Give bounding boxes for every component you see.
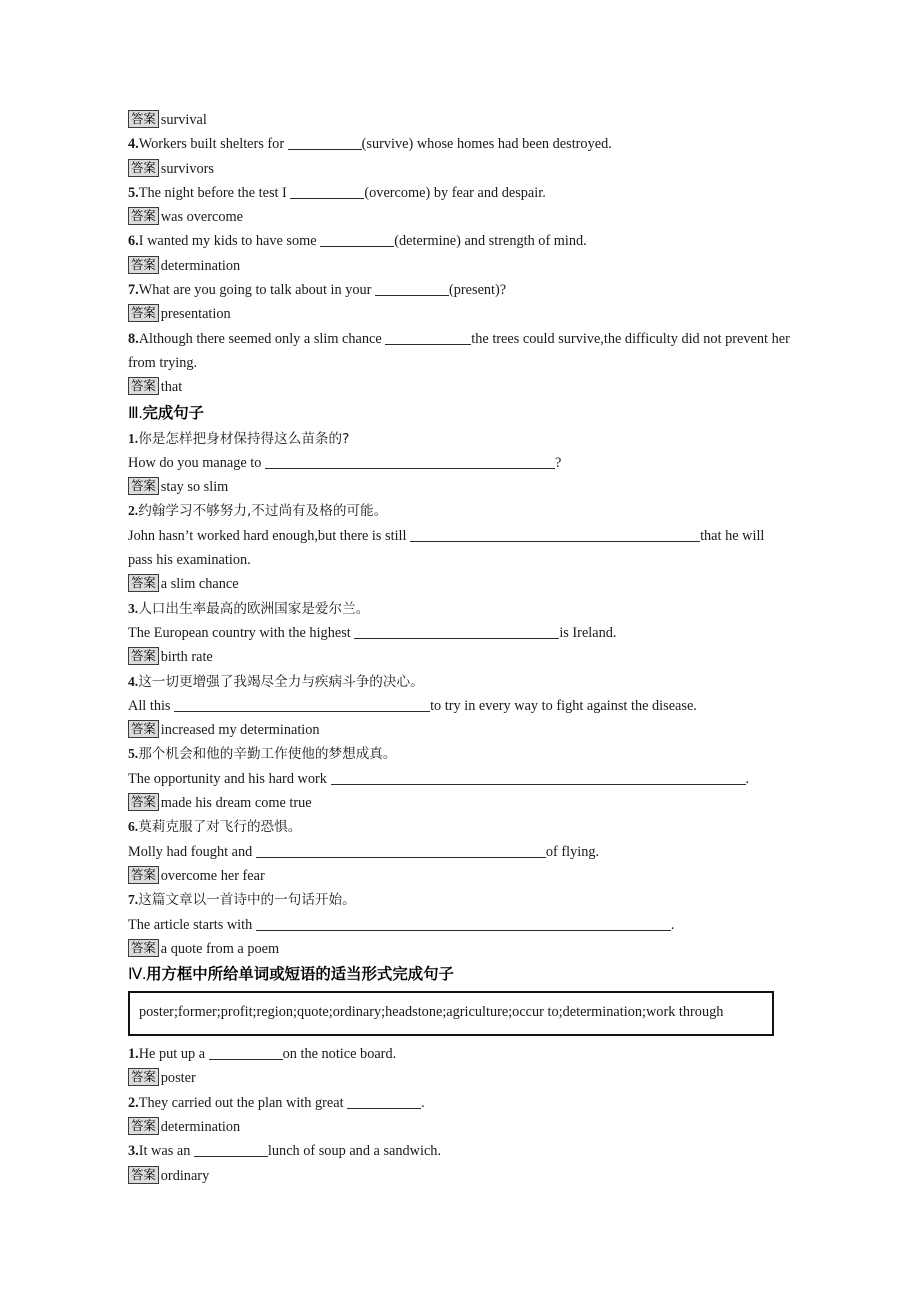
question-text-post: (survive) whose homes had been destroyed. (361, 136, 612, 153)
question-text-pre: John hasn’t worked hard enough,but there is still (128, 527, 411, 544)
answer-badge: 答案 (128, 1117, 159, 1135)
question-text-post: lunch of soup and a sandwich. (267, 1143, 442, 1160)
prompt-number: 4. (128, 673, 139, 689)
question-text-pre: It was an (138, 1143, 194, 1160)
answer-line (128, 572, 792, 596)
question-line (128, 278, 792, 302)
answer-badge: 答案 (128, 939, 159, 957)
prompt-number: 1. (128, 430, 139, 446)
chinese-prompt-text: 这篇文章以一首诗中的一句话开始。 (138, 892, 356, 909)
answer-text: presentation (160, 306, 231, 323)
question-text-post: the trees could survive,the difficulty did not prevent her from trying. (128, 330, 790, 371)
answer-line (128, 475, 792, 499)
question-text-pre: The night before the test I (138, 184, 291, 201)
question-line (128, 327, 792, 376)
question-text-pre: He put up a (138, 1046, 209, 1063)
answer-text: a slim chance (160, 576, 239, 593)
chinese-prompt-line (128, 815, 792, 839)
question-number: 8. (128, 330, 139, 347)
answer-blank[interactable] (288, 136, 362, 150)
question-number: 1. (128, 1046, 139, 1063)
answer-blank[interactable] (320, 233, 394, 247)
question-line (128, 229, 792, 253)
question-text-post: . (745, 770, 750, 787)
chinese-prompt-text: 人口出生率最高的欧洲国家是爱尔兰。 (138, 600, 370, 617)
answer-badge: 答案 (128, 477, 159, 495)
question-line (128, 1091, 792, 1115)
question-text-pre: Workers built shelters for (138, 136, 288, 153)
question-text-post: (overcome) by fear and despair. (364, 184, 546, 201)
prompt-number: 2. (128, 503, 139, 519)
answer-text: increased my determination (160, 722, 320, 739)
question-text-post: is Ireland. (559, 624, 617, 641)
worksheet-page (128, 108, 792, 1188)
question-text-pre: All this (128, 697, 175, 714)
section-roman-numeral: Ⅲ. (128, 404, 143, 422)
question-text-pre: I wanted my kids to have some (138, 233, 321, 250)
answer-line (128, 205, 792, 229)
answer-badge: 答案 (128, 256, 159, 274)
answer-badge: 答案 (128, 1166, 159, 1184)
answer-blank[interactable] (209, 1046, 283, 1060)
answer-blank[interactable] (174, 698, 430, 712)
chinese-prompt-line (128, 597, 792, 621)
answer-badge: 答案 (128, 866, 159, 884)
answer-badge: 答案 (128, 304, 159, 322)
answer-text: determination (160, 1118, 241, 1135)
question-line (128, 1042, 792, 1066)
answer-text: survival (160, 112, 207, 128)
answer-line (128, 791, 792, 815)
question-text-pre: What are you going to talk about in your (138, 282, 375, 299)
section-roman-numeral: Ⅳ. (128, 966, 147, 984)
answer-text: poster (160, 1070, 196, 1087)
prompt-number: 5. (128, 746, 139, 762)
question-text-post: to try in every way to fight against the disease. (430, 697, 697, 714)
question-text-pre: The article starts with (128, 916, 256, 933)
answer-line (128, 937, 792, 961)
answer-line (128, 864, 792, 888)
answer-badge: 答案 (128, 377, 159, 395)
answer-line (128, 1164, 792, 1188)
answer-badge: 答案 (128, 647, 159, 665)
chinese-prompt-text: 那个机会和他的辛勤工作使他的梦想成真。 (138, 746, 397, 763)
answer-text: ordinary (160, 1167, 210, 1184)
answer-blank[interactable] (256, 844, 546, 858)
answer-blank[interactable] (410, 528, 700, 542)
question-text-post: . (421, 1094, 425, 1111)
question-number: 4. (128, 136, 139, 153)
answer-line (128, 108, 792, 132)
answer-line (128, 1115, 792, 1139)
answer-badge: 答案 (128, 793, 159, 811)
question-line (128, 132, 792, 156)
chinese-prompt-line (128, 888, 792, 912)
prompt-number: 6. (128, 819, 139, 835)
answer-line (128, 645, 792, 669)
question-line (128, 694, 792, 718)
answer-blank[interactable] (194, 1143, 268, 1157)
question-text-post: ? (555, 454, 562, 471)
prompt-number: 7. (128, 892, 139, 908)
answer-badge: 答案 (128, 720, 159, 738)
section-heading (128, 401, 792, 426)
answer-text: that (160, 379, 183, 396)
question-number: 3. (128, 1143, 139, 1160)
answer-line (128, 375, 792, 399)
answer-badge: 答案 (128, 574, 159, 592)
answer-text: stay so slim (160, 479, 229, 496)
question-text-pre: They carried out the plan with great (138, 1094, 348, 1111)
question-line (128, 524, 792, 573)
answer-line (128, 718, 792, 742)
question-line (128, 621, 792, 645)
question-number: 5. (128, 184, 139, 201)
answer-blank[interactable] (265, 455, 555, 469)
question-text-pre: How do you manage to (128, 454, 265, 471)
question-line (128, 840, 792, 864)
chinese-prompt-text: 约翰学习不够努力,不过尚有及格的可能。 (138, 503, 388, 520)
answer-line (128, 302, 792, 326)
question-text-post: of flying. (545, 843, 600, 860)
chinese-prompt-line (128, 742, 792, 766)
answer-text: was overcome (160, 209, 243, 226)
question-line (128, 767, 792, 791)
answer-text: determination (160, 257, 241, 274)
chinese-prompt-text: 这一切更增强了我竭尽全力与疾病斗争的决心。 (138, 673, 424, 690)
question-number: 7. (128, 282, 139, 299)
question-line (128, 1139, 792, 1163)
answer-text: made his dream come true (160, 795, 312, 812)
question-text-post: (determine) and strength of mind. (394, 233, 587, 250)
section-heading (128, 962, 792, 987)
answer-badge: 答案 (128, 110, 159, 128)
question-number: 2. (128, 1094, 139, 1111)
answer-text: survivors (160, 160, 214, 177)
answer-blank[interactable] (256, 917, 671, 931)
chinese-prompt-line (128, 427, 792, 451)
chinese-prompt-text: 莫莉克服了对飞行的恐惧。 (138, 819, 302, 836)
answer-text: a quote from a poem (160, 940, 280, 957)
answer-blank[interactable] (375, 282, 449, 296)
question-text-post: . (670, 916, 675, 933)
answer-blank[interactable] (290, 185, 364, 199)
chinese-prompt-line (128, 670, 792, 694)
answer-blank[interactable] (331, 771, 746, 785)
answer-badge: 答案 (128, 1068, 159, 1086)
question-text-pre: Molly had fought and (128, 843, 256, 860)
chinese-prompt-text: 你是怎样把身材保持得这么苗条的? (138, 430, 350, 447)
word-bank-box: poster;former;profit;region;quote;ordinary;headstone;agriculture;occur to;determination;work through (128, 991, 774, 1036)
answer-line (128, 157, 792, 181)
answer-text: birth rate (160, 649, 213, 666)
question-line (128, 451, 792, 475)
answer-badge: 答案 (128, 159, 159, 177)
prompt-number: 3. (128, 600, 139, 616)
chinese-prompt-line (128, 499, 792, 523)
question-text-pre: The European country with the highest (128, 624, 355, 641)
question-number: 6. (128, 233, 139, 250)
question-text-pre: The opportunity and his hard work (128, 770, 331, 787)
section-heading-text: 完成句子 (142, 403, 205, 422)
question-text-post: on the notice board. (282, 1046, 397, 1063)
answer-line (128, 1066, 792, 1090)
answer-blank[interactable] (385, 331, 471, 345)
answer-line (128, 254, 792, 278)
question-text-pre: Although there seemed only a slim chance (138, 330, 386, 347)
answer-text: overcome her fear (160, 867, 265, 884)
question-line (128, 913, 792, 937)
answer-blank[interactable] (347, 1095, 421, 1109)
question-line (128, 181, 792, 205)
section-heading-text: 用方框中所给单词或短语的适当形式完成句子 (146, 965, 454, 984)
question-text-post: (present)? (448, 282, 507, 299)
question-text-post: that he will pass his examination. (128, 527, 765, 569)
answer-badge: 答案 (128, 207, 159, 225)
answer-blank[interactable] (354, 625, 559, 639)
